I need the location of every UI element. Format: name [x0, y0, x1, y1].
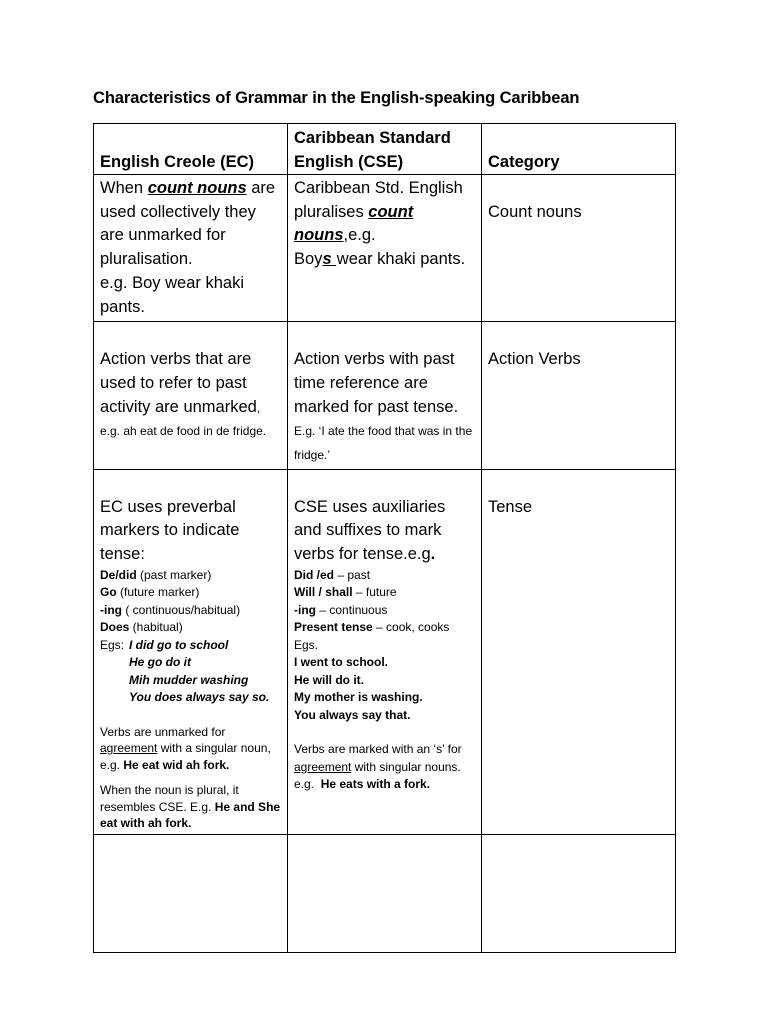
cse-marker-item [294, 567, 475, 585]
agreement-text-cont: with a singular noun, e.g. [100, 741, 271, 772]
cse-marker-item [294, 602, 475, 620]
cse-intro [294, 496, 475, 567]
ec-example: , e.g. ah eat de food in de fridge. [100, 400, 267, 439]
cell-category-tense [482, 469, 676, 834]
example-text: I did go to school [129, 637, 229, 652]
cell-ec-count-nouns [94, 175, 288, 322]
marker-term: -ing [100, 602, 122, 617]
cse-term: count nouns [294, 202, 414, 245]
marker-term: Does [100, 620, 130, 635]
ec-term-italic: count nouns [147, 179, 247, 197]
header-row [94, 124, 676, 175]
cell-cse-action-verbs [288, 322, 482, 470]
ec-example: e.g. Boy wear khaki pants. [100, 273, 244, 316]
header-ec-label: English Creole (EC) [100, 153, 255, 171]
ec-example-item [100, 689, 281, 707]
cse-text-cont: ,e.g. [343, 226, 376, 245]
ec-agreement [100, 724, 281, 774]
example-text: I went to school. [294, 655, 389, 670]
example-text: Mih mudder washing [129, 672, 249, 687]
ec-example-item [100, 672, 281, 690]
ec-term [148, 179, 247, 197]
cse-intro-text: CSE uses auxiliaries and suffixes to mark verbs for tense.e.g [294, 497, 446, 564]
ec-marker-item [100, 584, 281, 602]
ec-marker-item [100, 567, 281, 585]
marker-desc: (habitual) [129, 620, 183, 635]
plural-text: When the noun is plural, it resembles CSE. E.g. [100, 783, 239, 814]
cse-example-b: wear khaki pants. [332, 250, 466, 269]
example-text: He go do it [129, 655, 191, 670]
agreement-term: agreement [294, 759, 352, 774]
cell-cse-tense [288, 469, 482, 834]
header-ec [94, 124, 288, 175]
eg-label: e.g. [294, 777, 321, 792]
marker-desc: (future marker) [116, 585, 200, 600]
cse-text: Action verbs with past time reference are marked for past tense. [294, 350, 459, 416]
marker-desc: – past [334, 567, 371, 582]
table-row-count-nouns [94, 175, 676, 322]
cell-category-count-nouns [482, 175, 676, 322]
cell-cse-count-nouns [288, 175, 482, 322]
spacer [294, 724, 475, 741]
marker-desc: ( continuous/habitual) [122, 602, 241, 617]
agreement-term: agreement [100, 741, 158, 756]
egs-label: Egs: [100, 637, 125, 652]
agreement-example: He eats with a fork. [320, 777, 431, 792]
example-text: He will do it. [294, 672, 365, 687]
category-label: Tense [488, 497, 533, 516]
marker-term: Did /ed [294, 567, 335, 582]
marker-term: De/did [100, 567, 137, 582]
marker-term: Go [100, 585, 117, 600]
spacer [488, 472, 669, 496]
spacer [488, 324, 669, 348]
cse-marker-item [294, 619, 475, 637]
cse-example: E.g. ‘I ate the food that was in the fridge.’ [294, 424, 473, 463]
cse-example-a: Boy [294, 250, 323, 269]
cell-empty-cse [288, 834, 482, 952]
cell-ec-tense [94, 469, 288, 834]
marker-desc: (past marker) [136, 567, 212, 582]
table-row-empty [94, 834, 676, 952]
ec-marker-item [100, 602, 281, 620]
cse-marker-item [294, 584, 475, 602]
agreement-text: Verbs are marked with an ‘s’ for [294, 742, 462, 757]
marker-term: Present tense [294, 620, 373, 635]
spacer [488, 177, 669, 201]
ec-text-cont: are used collectively they are unmarked for pluralisation. [100, 179, 276, 269]
agreement-example: He eat wid ah fork. [123, 757, 230, 772]
ec-text: Action verbs that are used to refer to past activity are unmarked [100, 350, 257, 416]
cse-intro-dot: . [430, 545, 436, 564]
document-title: Characteristics of Grammar in the English-speaking Caribbean [93, 89, 580, 107]
ec-markers [100, 567, 281, 707]
table-row-action-verbs [94, 322, 676, 470]
ec-example-item [100, 654, 281, 672]
category-label: Count nouns [488, 203, 582, 221]
cell-category-action-verbs [482, 322, 676, 470]
ec-example-item [100, 637, 281, 655]
example-text: My mother is washing. [294, 690, 423, 705]
cell-ec-action-verbs [94, 322, 288, 470]
cell-empty-ec [94, 834, 288, 952]
header-cse-line1: Caribbean Standard [294, 129, 451, 147]
ec-text: When [100, 179, 148, 197]
marker-desc: – cook, cooks [372, 620, 450, 635]
ec-plural [100, 782, 281, 832]
table-row-tense [94, 469, 676, 834]
marker-desc: – continuous [316, 602, 388, 617]
cell-empty-category [482, 834, 676, 952]
marker-term: -ing [294, 602, 316, 617]
agreement-text: Verbs are unmarked for [100, 724, 226, 739]
category-label: Action Verbs [488, 350, 581, 369]
marker-term: Will / shall [294, 585, 353, 600]
spacer [100, 472, 281, 496]
cse-example-s: s [322, 250, 332, 269]
cse-text: Caribbean Std. English pluralises [294, 179, 463, 221]
agreement-text-cont: with singular nouns. [351, 759, 461, 774]
header-category [482, 124, 676, 175]
egs-label: Egs. [294, 637, 319, 652]
spacer [294, 324, 475, 348]
plural-example: He and She eat with ah fork. [100, 799, 281, 831]
header-cse [288, 124, 482, 175]
header-cse-line2: English (CSE) [294, 153, 404, 171]
ec-intro: EC uses preverbal markers to indicate tense: [100, 497, 240, 564]
grammar-table [93, 123, 676, 953]
marker-desc: – future [352, 585, 397, 600]
ec-marker-item [100, 619, 281, 637]
spacer [100, 773, 281, 782]
header-category-label: Category [488, 153, 560, 171]
spacer [294, 472, 475, 496]
spacer [100, 707, 281, 724]
spacer [100, 324, 281, 348]
example-text: You always say that. [294, 707, 411, 722]
example-text: You does always say so. [129, 690, 270, 705]
cse-agreement [294, 741, 475, 794]
cse-markers [294, 567, 475, 725]
